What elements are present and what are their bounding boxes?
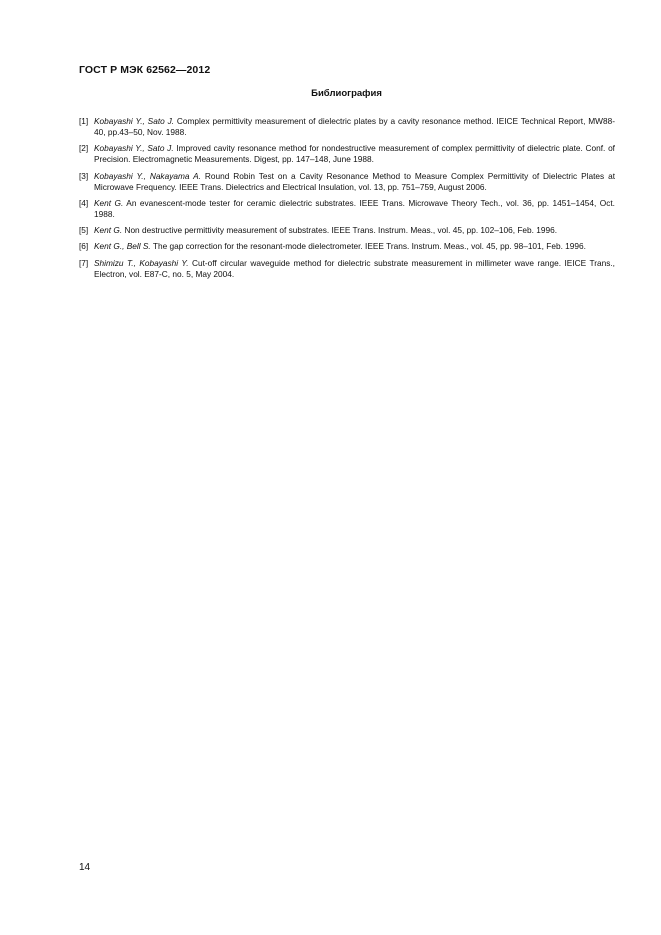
entry-citation: Complex permittivity measurement of dielectric plates by a cavity resonance method. IEICE Technical Report, MW88-40, pp.43–50, Nov. 1988.: [94, 116, 616, 137]
bibliography-entry: [79, 171, 615, 193]
entry-body: [94, 241, 615, 252]
bibliography-entry: [79, 143, 615, 165]
entry-citation: Cut-off circular waveguide method for dielectric substrate measurement in millimeter wave range. IEICE Trans., Electron, vol. E87-C, no. 5, May 2004.: [94, 257, 615, 279]
bibliography-entry: [79, 198, 615, 220]
bibliography-entry: [79, 225, 615, 236]
entry-number: [6]: [79, 241, 89, 252]
entry-body: [94, 116, 615, 138]
entry-body: [94, 198, 615, 220]
section-title: Библиография: [311, 88, 382, 99]
entry-authors: Kobayashi Y., Sato J.: [94, 116, 175, 126]
entry-authors: Kobayashi Y., Nakayama A.: [94, 170, 201, 181]
entry-body: [94, 171, 615, 193]
entry-authors: Kobayashi Y., Sato J.: [94, 143, 174, 154]
entry-body: [94, 143, 615, 165]
entry-number: [7]: [79, 257, 89, 268]
entry-authors: Kent G.: [94, 197, 124, 208]
entry-body: [94, 258, 615, 280]
entry-body: [94, 225, 615, 236]
entry-citation: Improved cavity resonance method for nondestructive measurement of complex permittivity of dielectric plate. Conf. of Precision. Electromagnetic Measurements. Digest, pp. 147–148, June 1988.: [94, 143, 615, 165]
entry-number: [4]: [79, 197, 89, 208]
entry-number: [3]: [79, 170, 89, 181]
bibliography-entry: [79, 116, 615, 138]
bibliography-entry: [79, 241, 615, 252]
entry-citation: Round Robin Test on a Cavity Resonance Method to Measure Complex Permittivity of Dielectric Plates at Microwave Frequency. IEEE Trans. Dielectrics and Electrical Insulation, vol. 13, pp. 751–759, August 2006.: [94, 170, 615, 192]
entry-authors: Shimizu T., Kobayashi Y.: [94, 257, 189, 268]
document-standard-code: ГОСТ Р МЭК 62562—2012: [79, 64, 211, 76]
page-number: 14: [79, 862, 91, 873]
entry-citation: The gap correction for the resonant-mode dielectrometer. IEEE Trans. Instrum. Meas., vol. 45, pp. 98–101, Feb. 1996.: [150, 241, 586, 252]
entry-authors: Kent G., Bell S.: [94, 241, 151, 252]
bibliography-list: [79, 116, 615, 285]
entry-authors: Kent G.: [94, 225, 123, 236]
entry-number: [1]: [79, 116, 89, 126]
entry-number: [5]: [79, 225, 89, 236]
entry-citation: An evanescent-mode tester for ceramic dielectric substrates. IEEE Trans. Microwave Theory Tech., vol. 36, pp. 1451–1454, Oct. 1988.: [94, 197, 615, 219]
entry-number: [2]: [79, 143, 89, 154]
bibliography-entry: [79, 258, 615, 280]
entry-citation: Non destructive permittivity measurement of substrates. IEEE Trans. Instrum. Meas., vol. 45, pp. 102–106, Feb. 1996.: [122, 225, 558, 236]
